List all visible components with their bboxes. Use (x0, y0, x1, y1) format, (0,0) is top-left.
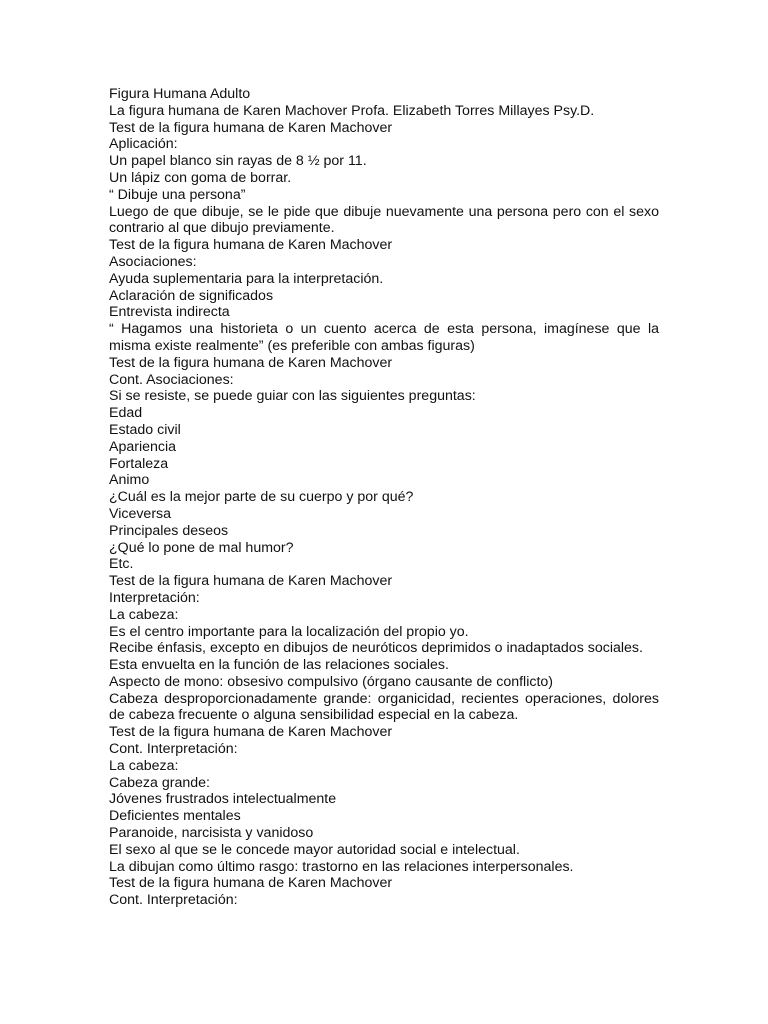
text-line: Cabeza grande: (109, 774, 210, 791)
text-line: “ Hagamos una historieta o un cuento acerca de esta persona, imagínese que la misma existe realmente” (es preferible con ambas figuras) (109, 321, 659, 354)
text-line: La figura humana de Karen Machover Profa. Elizabeth Torres Millayes Psy.D. (109, 102, 595, 119)
text-line: Un lápiz con goma de borrar. (109, 169, 292, 186)
text-line: Test de la figura humana de Karen Machover (109, 354, 393, 371)
text-line: Test de la figura humana de Karen Machover (109, 724, 393, 741)
text-line: Aplicación: (109, 136, 178, 153)
text-line: Cont. Asociaciones: (109, 371, 234, 388)
document-body (109, 86, 659, 909)
text-line: La dibujan como último rasgo: trastorno en las relaciones interpersonales. (109, 858, 574, 875)
text-line: Fortaleza (109, 455, 169, 472)
text-line: ¿Qué lo pone de mal humor? (109, 539, 294, 556)
text-line: Animo (109, 472, 150, 489)
text-line: Ayuda suplementaria para la interpretación. (109, 270, 384, 287)
text-line: Etc. (109, 556, 134, 573)
text-line: Recibe énfasis, excepto en dibujos de neuróticos deprimidos o inadaptados sociales. (109, 640, 643, 657)
text-line: ¿Cuál es la mejor parte de su cuerpo y por qué? (109, 489, 414, 506)
text-line: El sexo al que se le concede mayor autoridad social e intelectual. (109, 841, 520, 858)
text-line: Test de la figura humana de Karen Machover (109, 573, 393, 590)
text-line: La cabeza: (109, 606, 179, 623)
text-line: Deficientes mentales (109, 808, 241, 825)
text-line: Test de la figura humana de Karen Machover (109, 875, 393, 892)
text-line: La cabeza: (109, 757, 179, 774)
text-line: Viceversa (109, 505, 172, 522)
text-line: Test de la figura humana de Karen Machover (109, 119, 393, 136)
text-line: Entrevista indirecta (109, 304, 230, 321)
text-line: Interpretación: (109, 589, 200, 606)
text-line: Edad (109, 405, 143, 422)
text-line: Un papel blanco sin rayas de 8 ½ por 11. (109, 153, 367, 170)
text-line: Luego de que dibuje, se le pide que dibuje nuevamente una persona pero con el sexo contrario al que dibujo previamente. (109, 203, 659, 237)
text-line: Es el centro importante para la localización del propio yo. (109, 623, 469, 640)
text-line: Jóvenes frustrados intelectualmente (109, 791, 337, 808)
text-line: Cont. Interpretación: (109, 892, 238, 909)
text-line: Paranoide, narcisista y vanidoso (109, 825, 314, 842)
text-line: Aspecto de mono: obsesivo compulsivo (órgano causante de conflicto) (109, 673, 554, 690)
text-line: Si se resiste, se puede guiar con las siguientes preguntas: (109, 388, 476, 405)
text-line: Cabeza desproporcionadamente grande: organicidad, recientes operaciones, dolores de cabeza frecuente o alguna sensibilidad especial en la cabeza. (109, 690, 659, 724)
text-line: Cont. Interpretación: (109, 741, 238, 758)
text-line: Principales deseos (109, 522, 229, 539)
text-line: Asociaciones: (109, 253, 197, 270)
text-line: Esta envuelta en la función de las relaciones sociales. (109, 657, 449, 674)
text-line: “ Dibuje una persona” (109, 186, 246, 203)
text-line: Aclaración de significados (109, 287, 274, 304)
text-line: Figura Humana Adulto (109, 86, 251, 102)
text-line: Test de la figura humana de Karen Machover (109, 237, 393, 254)
text-line: Estado civil (109, 421, 181, 438)
text-line: Apariencia (109, 438, 177, 455)
